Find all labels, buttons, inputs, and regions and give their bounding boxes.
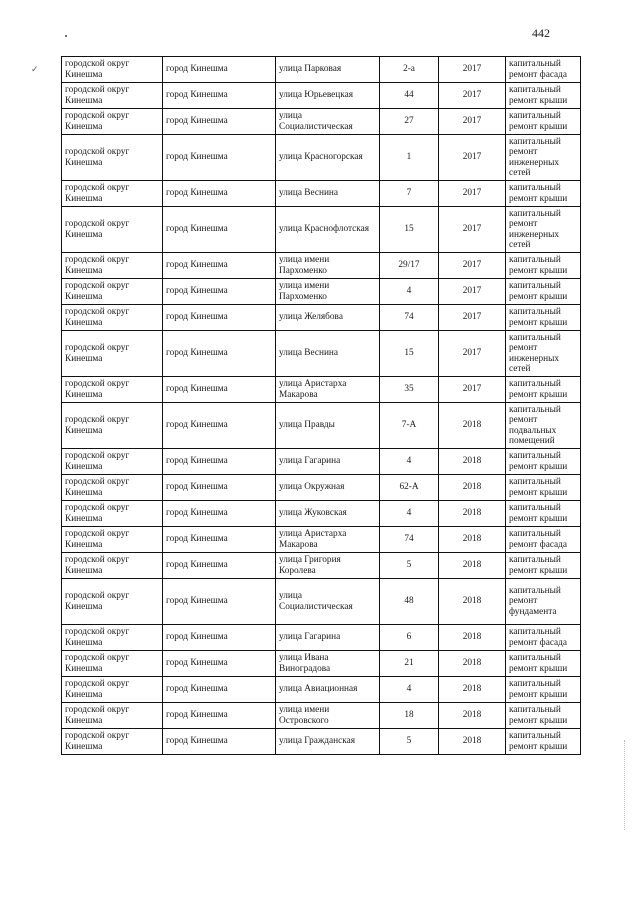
table-row	[62, 553, 581, 579]
district-cell: городской округ Кинешма	[62, 57, 163, 83]
street-cell: улица Окружная	[276, 475, 380, 501]
city-cell: город Кинешма	[163, 135, 276, 181]
house-number-cell: 21	[380, 651, 439, 677]
street-cell: улица Жуковская	[276, 501, 380, 527]
city-cell: город Кинешма	[163, 83, 276, 109]
street-cell: улица Григория Королева	[276, 553, 380, 579]
table-row	[62, 475, 581, 501]
year-cell: 2017	[439, 253, 506, 279]
work-type-cell: капитальный ремонт крыши	[506, 253, 581, 279]
street-cell: улица Юрьевецкая	[276, 83, 380, 109]
city-cell: город Кинешма	[163, 57, 276, 83]
year-cell: 2018	[439, 625, 506, 651]
table-row	[62, 625, 581, 651]
city-cell: город Кинешма	[163, 579, 276, 625]
house-number-cell: 7-А	[380, 403, 439, 449]
city-cell: город Кинешма	[163, 703, 276, 729]
street-cell: улица Правды	[276, 403, 380, 449]
city-cell: город Кинешма	[163, 449, 276, 475]
city-cell: город Кинешма	[163, 207, 276, 253]
district-cell: городской округ Кинешма	[62, 449, 163, 475]
district-cell: городской округ Кинешма	[62, 579, 163, 625]
street-cell: улица Гражданская	[276, 729, 380, 755]
table-row	[62, 377, 581, 403]
work-type-cell: капитальный ремонт крыши	[506, 501, 581, 527]
work-type-cell: капитальный ремонт инженерных сетей	[506, 331, 581, 377]
work-type-cell: капитальный ремонт крыши	[506, 279, 581, 305]
table-row	[62, 109, 581, 135]
year-cell: 2018	[439, 729, 506, 755]
table-row	[62, 449, 581, 475]
street-cell: улица Гагарина	[276, 625, 380, 651]
work-type-cell: капитальный ремонт фасада	[506, 527, 581, 553]
work-type-cell: капитальный ремонт крыши	[506, 703, 581, 729]
house-number-cell: 29/17	[380, 253, 439, 279]
table-row	[62, 305, 581, 331]
year-cell: 2017	[439, 181, 506, 207]
district-cell: городской округ Кинешма	[62, 677, 163, 703]
year-cell: 2017	[439, 207, 506, 253]
house-number-cell: 15	[380, 207, 439, 253]
house-number-cell: 1	[380, 135, 439, 181]
table-row	[62, 57, 581, 83]
district-cell: городской округ Кинешма	[62, 181, 163, 207]
street-cell: улица Веснина	[276, 181, 380, 207]
work-type-cell: капитальный ремонт фасада	[506, 57, 581, 83]
city-cell: город Кинешма	[163, 651, 276, 677]
year-cell: 2018	[439, 579, 506, 625]
street-cell: улица Социалистическая	[276, 579, 380, 625]
table-row	[62, 729, 581, 755]
house-number-cell: 2-а	[380, 57, 439, 83]
district-cell: городской округ Кинешма	[62, 553, 163, 579]
district-cell: городской округ Кинешма	[62, 703, 163, 729]
work-type-cell: капитальный ремонт крыши	[506, 677, 581, 703]
work-type-cell: капитальный ремонт крыши	[506, 475, 581, 501]
city-cell: город Кинешма	[163, 279, 276, 305]
work-type-cell: капитальный ремонт крыши	[506, 181, 581, 207]
work-type-cell: капитальный ремонт крыши	[506, 651, 581, 677]
work-type-cell: капитальный ремонт инженерных сетей	[506, 207, 581, 253]
table-row	[62, 527, 581, 553]
city-cell: город Кинешма	[163, 625, 276, 651]
house-number-cell: 35	[380, 377, 439, 403]
year-cell: 2017	[439, 377, 506, 403]
district-cell: городской округ Кинешма	[62, 501, 163, 527]
district-cell: городской округ Кинешма	[62, 403, 163, 449]
table-row	[62, 135, 581, 181]
table-row	[62, 651, 581, 677]
work-type-cell: капитальный ремонт подвальных помещений	[506, 403, 581, 449]
house-number-cell: 74	[380, 527, 439, 553]
year-cell: 2018	[439, 475, 506, 501]
year-cell: 2017	[439, 57, 506, 83]
city-cell: город Кинешма	[163, 501, 276, 527]
district-cell: городской округ Кинешма	[62, 83, 163, 109]
city-cell: город Кинешма	[163, 475, 276, 501]
year-cell: 2018	[439, 403, 506, 449]
house-number-cell: 4	[380, 279, 439, 305]
district-cell: городской округ Кинешма	[62, 253, 163, 279]
repair-registry-table	[61, 56, 581, 755]
district-cell: городской округ Кинешма	[62, 651, 163, 677]
work-type-cell: капитальный ремонт крыши	[506, 83, 581, 109]
city-cell: город Кинешма	[163, 181, 276, 207]
district-cell: городской округ Кинешма	[62, 729, 163, 755]
house-number-cell: 4	[380, 449, 439, 475]
year-cell: 2017	[439, 305, 506, 331]
street-cell: улица Авиационная	[276, 677, 380, 703]
street-cell: улица Веснина	[276, 331, 380, 377]
work-type-cell: капитальный ремонт крыши	[506, 305, 581, 331]
table-row	[62, 331, 581, 377]
margin-mark: ✓	[31, 64, 39, 74]
house-number-cell: 15	[380, 331, 439, 377]
city-cell: город Кинешма	[163, 527, 276, 553]
house-number-cell: 4	[380, 501, 439, 527]
district-cell: городской округ Кинешма	[62, 377, 163, 403]
table-body	[62, 57, 581, 755]
year-cell: 2017	[439, 331, 506, 377]
table-row	[62, 253, 581, 279]
street-cell: улица имени Пархоменко	[276, 279, 380, 305]
table-row	[62, 207, 581, 253]
street-cell: улица Краснофлотская	[276, 207, 380, 253]
street-cell: улица имени Островского	[276, 703, 380, 729]
year-cell: 2017	[439, 279, 506, 305]
work-type-cell: капитальный ремонт фундамента	[506, 579, 581, 625]
table-row	[62, 279, 581, 305]
house-number-cell: 4	[380, 677, 439, 703]
work-type-cell: капитальный ремонт фасада	[506, 625, 581, 651]
table-row	[62, 579, 581, 625]
work-type-cell: капитальный ремонт крыши	[506, 449, 581, 475]
city-cell: город Кинешма	[163, 253, 276, 279]
house-number-cell: 18	[380, 703, 439, 729]
table-row	[62, 501, 581, 527]
work-type-cell: капитальный ремонт инженерных сетей	[506, 135, 581, 181]
street-cell: улица имени Пархоменко	[276, 253, 380, 279]
street-cell: улица Желябова	[276, 305, 380, 331]
table-row	[62, 83, 581, 109]
city-cell: город Кинешма	[163, 109, 276, 135]
house-number-cell: 44	[380, 83, 439, 109]
city-cell: город Кинешма	[163, 729, 276, 755]
year-cell: 2018	[439, 501, 506, 527]
page-number: 442	[532, 26, 550, 40]
house-number-cell: 62-А	[380, 475, 439, 501]
city-cell: город Кинешма	[163, 331, 276, 377]
scan-artifact-dot	[65, 35, 67, 37]
district-cell: городской округ Кинешма	[62, 527, 163, 553]
year-cell: 2018	[439, 677, 506, 703]
year-cell: 2018	[439, 651, 506, 677]
year-cell: 2018	[439, 703, 506, 729]
street-cell: улица Аристарха Макарова	[276, 377, 380, 403]
table-row	[62, 677, 581, 703]
district-cell: городской округ Кинешма	[62, 109, 163, 135]
district-cell: городской округ Кинешма	[62, 625, 163, 651]
work-type-cell: капитальный ремонт крыши	[506, 109, 581, 135]
street-cell: улица Парковая	[276, 57, 380, 83]
house-number-cell: 74	[380, 305, 439, 331]
district-cell: городской округ Кинешма	[62, 135, 163, 181]
table-row	[62, 403, 581, 449]
city-cell: город Кинешма	[163, 553, 276, 579]
work-type-cell: капитальный ремонт крыши	[506, 729, 581, 755]
table-row	[62, 181, 581, 207]
street-cell: улица Социалистическая	[276, 109, 380, 135]
work-type-cell: капитальный ремонт крыши	[506, 553, 581, 579]
work-type-cell: капитальный ремонт крыши	[506, 377, 581, 403]
house-number-cell: 5	[380, 729, 439, 755]
city-cell: город Кинешма	[163, 403, 276, 449]
district-cell: городской округ Кинешма	[62, 207, 163, 253]
year-cell: 2018	[439, 449, 506, 475]
year-cell: 2017	[439, 135, 506, 181]
city-cell: город Кинешма	[163, 677, 276, 703]
district-cell: городской округ Кинешма	[62, 331, 163, 377]
street-cell: улица Красногорская	[276, 135, 380, 181]
city-cell: город Кинешма	[163, 305, 276, 331]
house-number-cell: 6	[380, 625, 439, 651]
city-cell: город Кинешма	[163, 377, 276, 403]
street-cell: улица Ивана Виноградова	[276, 651, 380, 677]
district-cell: городской округ Кинешма	[62, 279, 163, 305]
scan-artifact-specks	[624, 740, 626, 830]
year-cell: 2018	[439, 553, 506, 579]
district-cell: городской округ Кинешма	[62, 475, 163, 501]
street-cell: улица Аристарха Макарова	[276, 527, 380, 553]
year-cell: 2018	[439, 527, 506, 553]
table-row	[62, 703, 581, 729]
house-number-cell: 27	[380, 109, 439, 135]
year-cell: 2017	[439, 109, 506, 135]
street-cell: улица Гагарина	[276, 449, 380, 475]
district-cell: городской округ Кинешма	[62, 305, 163, 331]
house-number-cell: 5	[380, 553, 439, 579]
house-number-cell: 48	[380, 579, 439, 625]
year-cell: 2017	[439, 83, 506, 109]
house-number-cell: 7	[380, 181, 439, 207]
